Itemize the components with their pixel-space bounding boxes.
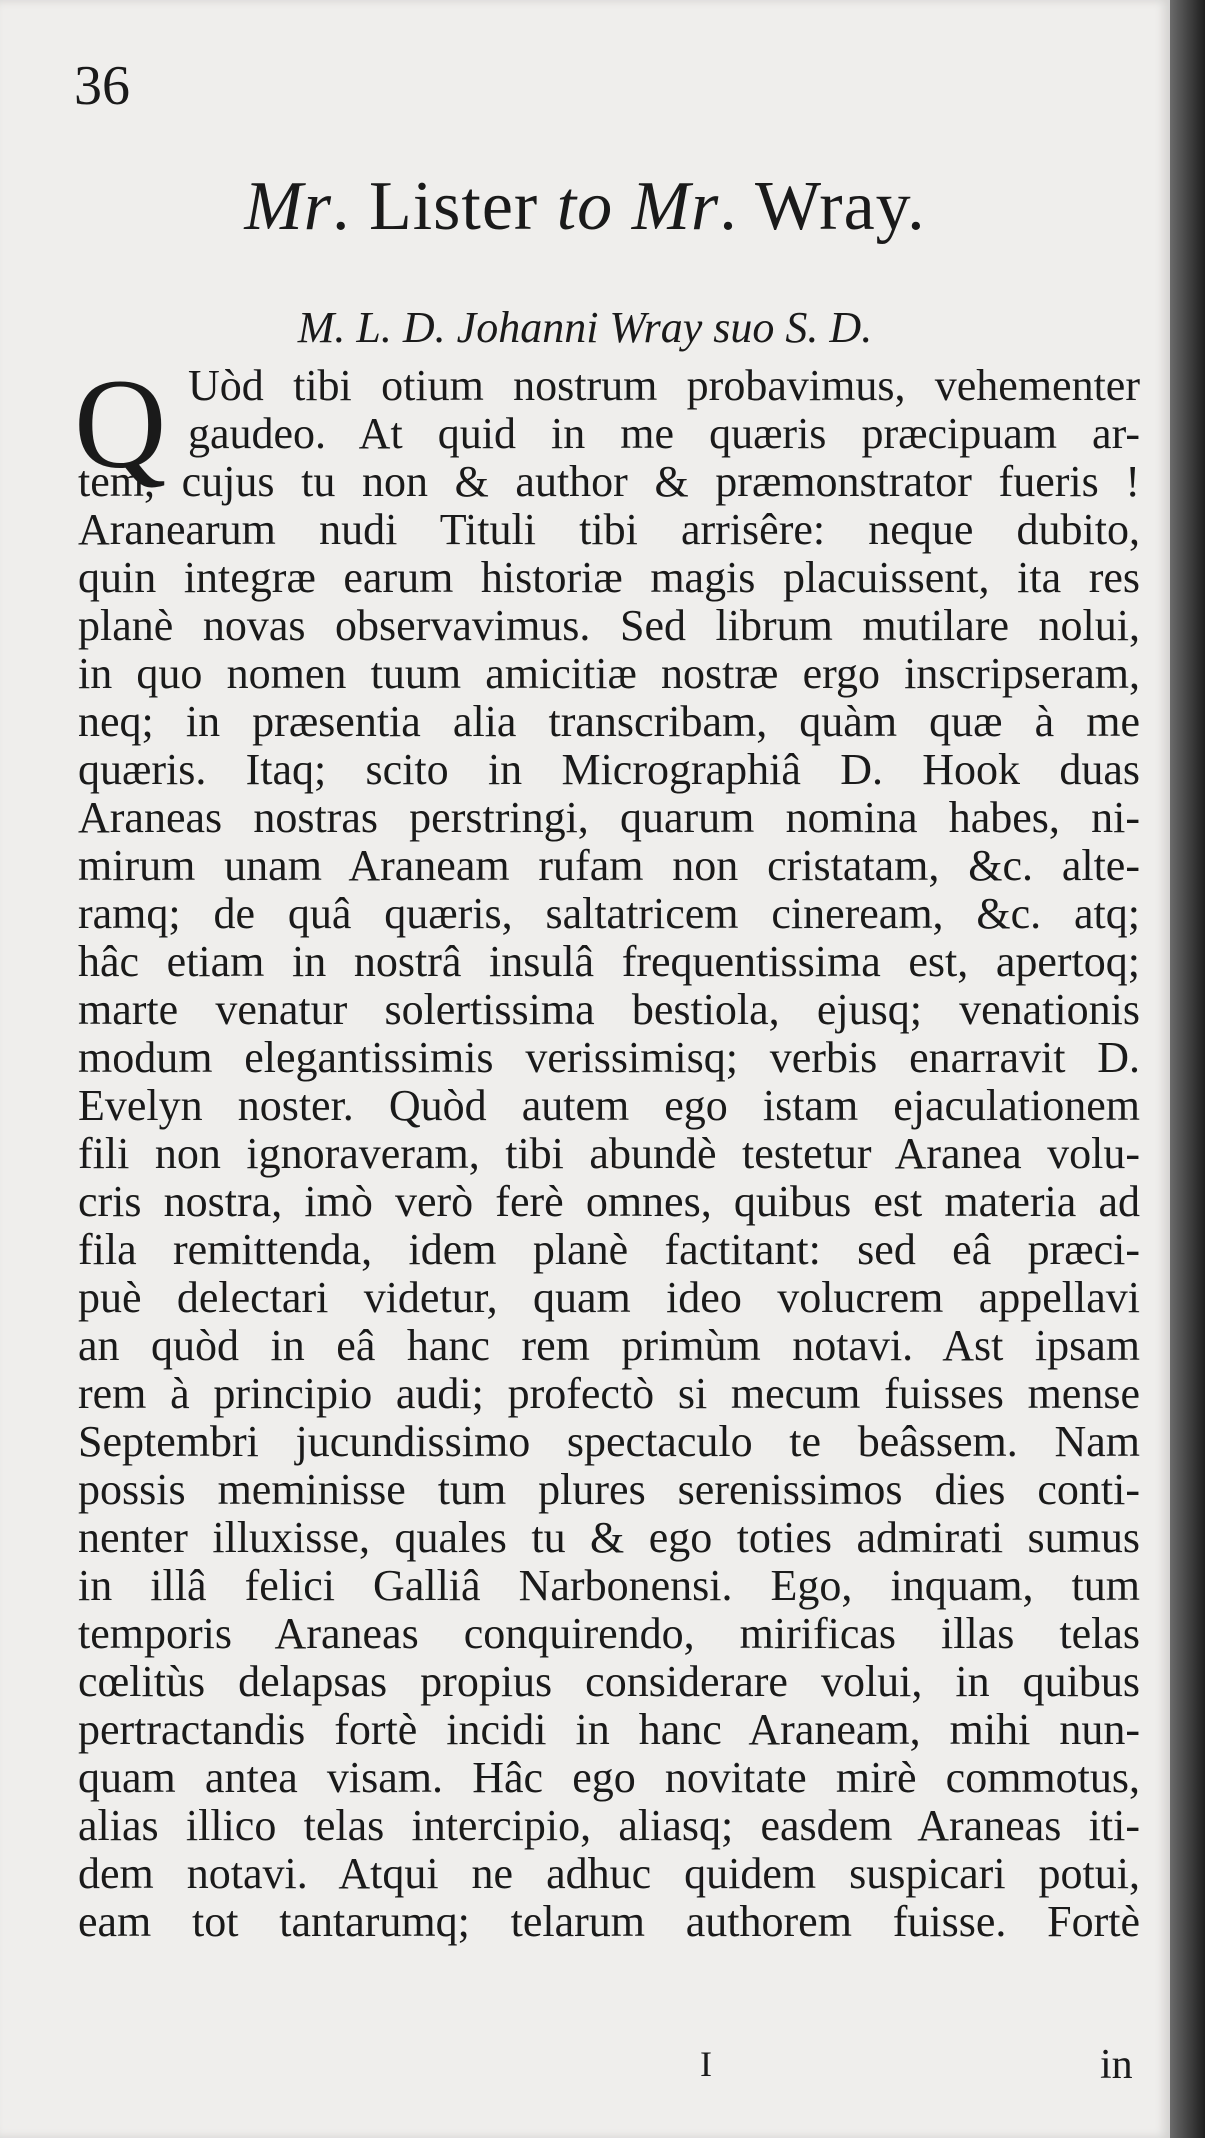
text-line: Uòd tibi otium nostrum probavimus, vehementer — [188, 361, 1140, 410]
text-line: pertractandis fortè incidi in hanc Araneam, mihi nun- — [78, 1705, 1140, 1754]
text-line: neq; in præsentia alia transcribam, quàm quæ à me — [78, 697, 1140, 746]
text-line: in quo nomen tuum amicitiæ nostræ ergo inscripseram, — [78, 649, 1140, 698]
text-line: eam tot tantarumq; telarum authorem fuisse. Fortè — [78, 1897, 1140, 1946]
text-line: ramq; de quâ quæris, saltatricem cineream, &c. atq; — [78, 889, 1140, 938]
text-line: Araneas nostras perstringi, quarum nomina habes, ni- — [78, 793, 1140, 842]
book-edge-shadow — [1170, 0, 1205, 2138]
text-line: quæris. Itaq; scito in Micrographiâ D. Hook duas — [78, 745, 1140, 794]
heading-wray: . Wray. — [719, 168, 926, 245]
letter-body — [78, 362, 1140, 1946]
text-line: rem à principio audi; profectò si mecum fuisses mense — [78, 1369, 1140, 1418]
heading-to: to — [556, 168, 614, 245]
text-line: puè delectari videtur, quam ideo volucrem appellavi — [78, 1273, 1140, 1322]
text-line: quam antea visam. Hâc ego novitate mirè commotus, — [78, 1753, 1140, 1802]
text-line: alias illico telas intercipio, aliasq; easdem Araneas iti- — [78, 1801, 1140, 1850]
text-line: an quòd in eâ hanc rem primùm notavi. Ast ipsam — [78, 1321, 1140, 1370]
text-line: tem, cujus tu non & author & præmonstrator fueris ! — [78, 457, 1140, 506]
text-line: possis meminisse tum plures serenissimos dies conti- — [78, 1465, 1140, 1514]
letter-heading — [0, 168, 1170, 245]
text-line: dem notavi. Atqui ne adhuc quidem suspicari potui, — [78, 1849, 1140, 1898]
heading-lister: . Lister — [331, 168, 557, 245]
heading-mr-1: Mr — [244, 168, 332, 245]
text-line: Evelyn noster. Quòd autem ego istam ejaculationem — [78, 1081, 1140, 1130]
text-line: quin integræ earum historiæ magis placuissent, ita res — [78, 553, 1140, 602]
text-line: cœlitùs delapsas propius considerare volui, in quibus — [78, 1657, 1140, 1706]
text-line: fili non ignoraveram, tibi abundè testetur Aranea volu- — [78, 1129, 1140, 1178]
text-line: in illâ felici Galliâ Narbonensi. Ego, inquam, tum — [78, 1561, 1140, 1610]
text-line: marte venatur solertissima bestiola, ejusq; venationis — [78, 985, 1140, 1034]
text-line: modum elegantissimis verissimisq; verbis enarravit D. — [78, 1033, 1140, 1082]
text-line: planè novas observavimus. Sed librum mutilare nolui, — [78, 601, 1140, 650]
salutation: M. L. D. Johanni Wray suo S. D. — [297, 303, 873, 352]
catchword: in — [1100, 2042, 1133, 2088]
text-line: mirum unam Araneam rufam non cristatam, &c. alte- — [78, 841, 1140, 890]
text-line: Septembri jucundissimo spectaculo te beâssem. Nam — [78, 1417, 1140, 1466]
signature-mark: I — [700, 2044, 712, 2084]
page-number: 36 — [74, 55, 130, 117]
text-line: fila remittenda, idem planè factitant: sed eâ præci- — [78, 1225, 1140, 1274]
text-line: cris nostra, imò verò ferè omnes, quibus est materia ad — [78, 1177, 1140, 1226]
heading-mr-2: Mr — [613, 168, 720, 245]
text-line: nenter illuxisse, quales tu & ego toties admirati sumus — [78, 1513, 1140, 1562]
text-line: gaudeo. At quid in me quæris præcipuam ar- — [188, 409, 1140, 458]
text-line: hâc etiam in nostrâ insulâ frequentissima est, apertoq; — [78, 937, 1140, 986]
drop-cap: Q — [74, 353, 167, 495]
text-line: temporis Araneas conquirendo, mirificas illas telas — [78, 1609, 1140, 1658]
text-line: Aranearum nudi Tituli tibi arrisêre: neque dubito, — [78, 505, 1140, 554]
